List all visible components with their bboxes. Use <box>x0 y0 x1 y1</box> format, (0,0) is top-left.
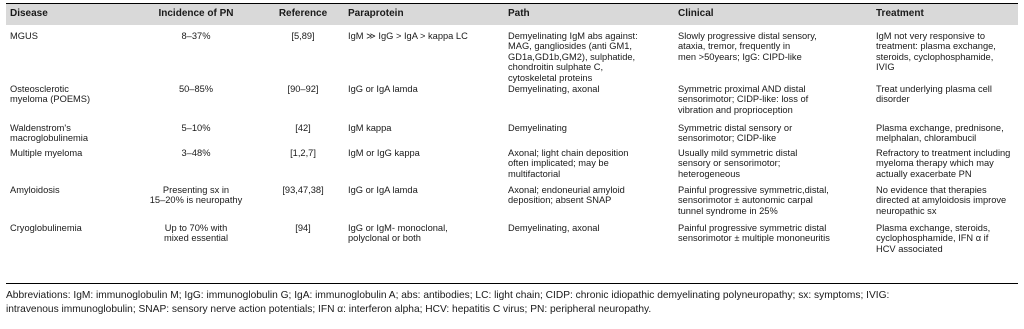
cell-clinical: Symmetric distal sensory or sensorimotor; CIDP-like <box>678 122 793 144</box>
cell-paraprotein: IgG or IgM- monoclonal, polyclonal or both <box>348 222 448 244</box>
cell-path: Demyelinating IgM abs against: MAG, gangliosides (anti GM1, GD1a,GD1b,GM2), sulphatide, chondroitin sulphate C, cytoskeletal proteins <box>508 30 638 83</box>
cell-paraprotein: IgG or IgA lamda <box>348 184 418 195</box>
header-paraprotein: Paraprotein <box>348 8 404 19</box>
cell-paraprotein: IgG or IgA lamda <box>348 83 418 94</box>
cell-incidence: Presenting sx in 15–20% is neuropathy <box>149 184 243 206</box>
cell-path: Axonal; endoneurial amyloid deposition; absent SNAP <box>508 184 625 206</box>
cell-clinical: Painful progressive symmetric,distal, sensorimotor ± autonomic carpal tunnel syndrome in 25% <box>678 184 829 216</box>
header-path: Path <box>508 8 530 19</box>
cell-treatment: Plasma exchange, prednisone, melphalan, chlorambucil <box>876 122 1004 144</box>
cell-paraprotein: IgM ≫ IgG > IgA > kappa LC <box>348 30 468 41</box>
cell-incidence: 5–10% <box>181 122 211 133</box>
cell-incidence: 8–37% <box>181 30 211 41</box>
table-row <box>6 148 1018 185</box>
header-clinical: Clinical <box>678 8 714 19</box>
cell-incidence: Up to 70% with mixed essential <box>163 222 229 244</box>
cell-path: Demyelinating <box>508 122 567 133</box>
cell-paraprotein: IgM kappa <box>348 122 392 133</box>
cell-reference: [90–92] <box>287 83 319 94</box>
table-row <box>6 84 1018 123</box>
table-top-rule <box>6 3 1018 4</box>
table-row <box>6 25 1018 84</box>
cell-incidence: 3–48% <box>181 147 211 158</box>
cell-reference: [5,89] <box>291 30 315 41</box>
neuropathy-table <box>6 4 1018 263</box>
header-incidence: Incidence of PN <box>158 8 234 19</box>
cell-disease: Waldenstrom's macroglobulinemia <box>10 122 89 144</box>
cell-treatment: No evidence that therapies directed at amyloidosis improve neuropathic sx <box>876 184 1007 216</box>
table-header <box>6 4 1018 25</box>
cell-treatment: IgM not very responsive to treatment: plasma exchange, steroids, cyclophosphamide, IVIG <box>876 30 996 73</box>
cell-reference: [93,47,38] <box>282 184 324 195</box>
cell-clinical: Slowly progressive distal sensory, ataxia, tremor, frequently in men >50years; IgG: CIPD-like <box>678 30 817 62</box>
cell-treatment: Treat underlying plasma cell disorder <box>876 83 992 105</box>
cell-disease: Cryoglobulinemia <box>10 222 82 233</box>
table-bottom-rule <box>6 283 1018 284</box>
cell-clinical: Painful progressive symmetric distal sensorimotor ± multiple mononeuritis <box>678 222 830 244</box>
cell-clinical: Usually mild symmetric distal sensory or sensorimotor; heterogeneous <box>678 147 798 179</box>
table-row <box>6 223 1018 263</box>
cell-clinical: Symmetric proximal AND distal sensorimotor; CIDP-like: loss of vibration and proprioception <box>678 83 809 115</box>
header-disease: Disease <box>10 8 48 19</box>
cell-reference: [94] <box>295 222 311 233</box>
table-body <box>6 25 1018 263</box>
cell-disease: Amyloidosis <box>10 184 60 195</box>
cell-incidence: 50–85% <box>178 83 214 94</box>
header-treatment: Treatment <box>876 8 924 19</box>
cell-reference: [1,2,7] <box>290 147 316 158</box>
cell-treatment: Plasma exchange, steroids, cyclophosphamide, IFN α if HCV associated <box>876 222 991 254</box>
header-reference: Reference <box>278 8 328 19</box>
cell-paraprotein: IgM or IgG kappa <box>348 147 420 158</box>
cell-path: Demyelinating, axonal <box>508 83 600 94</box>
header-row <box>6 4 1018 25</box>
cell-disease: Multiple myeloma <box>10 147 83 158</box>
cell-treatment: Refractory to treatment including myeloma therapy which may actually exacerbate PN <box>876 147 1011 179</box>
table-row <box>6 185 1018 223</box>
cell-path: Demyelinating, axonal <box>508 222 600 233</box>
cell-disease: Osteosclerotic myeloma (POEMS) <box>10 83 91 105</box>
cell-disease: MGUS <box>10 30 38 41</box>
cell-reference: [42] <box>295 122 311 133</box>
table-row <box>6 123 1018 148</box>
cell-path: Axonal; light chain deposition often implicated; may be multifactorial <box>508 147 629 179</box>
abbreviations-footnote: Abbreviations: IgM: immunoglobulin M; IgG: immunoglobulin G; IgA: immunoglobulin A; abs: antibodies; LC: light chain; CIDP: chronic idiopathic demyelinating polyneuropathy; sx: symptoms; IVIG: intravenous immunoglobulin; SNAP: sensory nerve action potentials; IFN α: interferon alpha; HCV: hepatitis C virus; PN: peripheral neuropathy. <box>6 290 890 315</box>
